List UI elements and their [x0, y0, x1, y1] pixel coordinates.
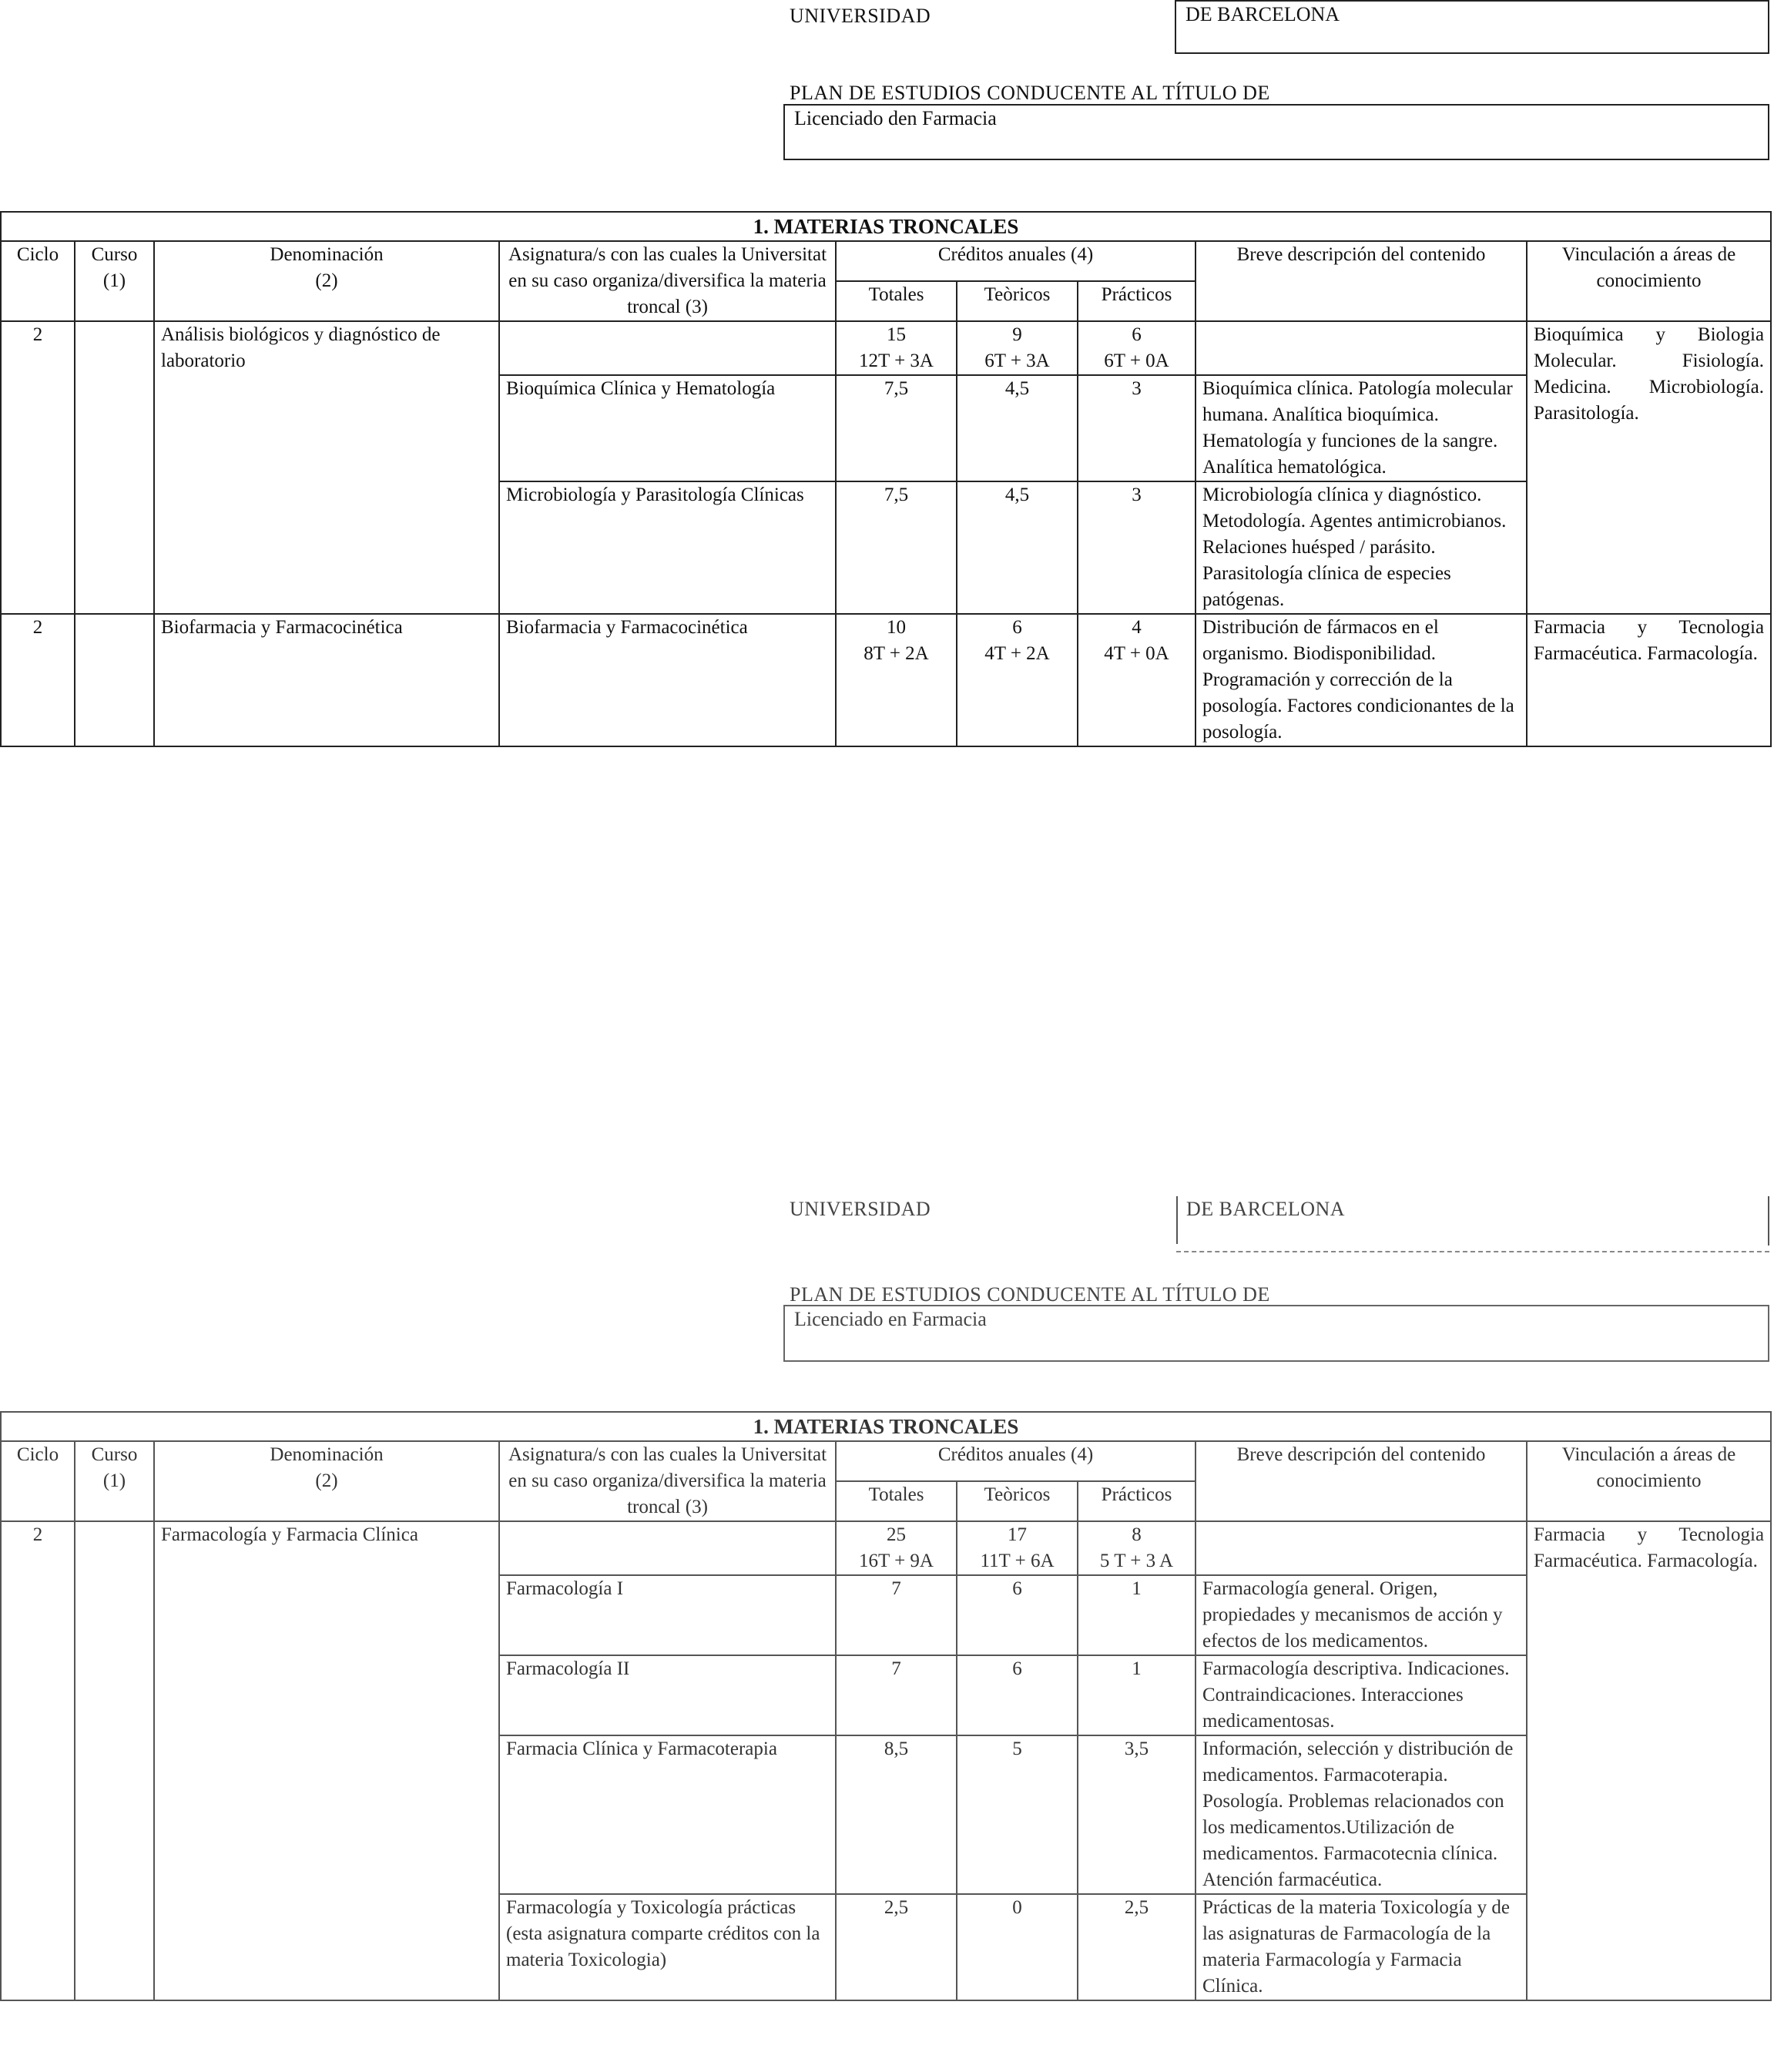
header-practicos: Prácticos	[1078, 1481, 1196, 1521]
header-descripcion: Breve descripción del contenido	[1196, 1441, 1527, 1521]
table-row	[1, 614, 1771, 746]
practicos-cell: 2,5	[1078, 1894, 1196, 2000]
practicos-value: 8	[1132, 1524, 1142, 1545]
asignatura-cell: Farmacología I	[499, 1575, 836, 1655]
vinculacion-cell: Farmacia y Tecnologia Farmacéutica. Farmacología.	[1527, 614, 1771, 746]
titulo-value: Licenciado en Farmacia	[783, 1305, 1769, 1362]
universidad-value: DE BARCELONA	[1186, 1198, 1346, 1220]
practicos-breakdown: 6T + 0A	[1104, 350, 1169, 371]
asignatura-cell: Biofarmacia y Farmacocinética	[499, 614, 836, 746]
practicos-cell: 1	[1078, 1655, 1196, 1735]
header-denominacion	[154, 1441, 499, 1521]
materias-troncales-table	[0, 211, 1772, 747]
practicos-cell: 3	[1078, 375, 1196, 481]
universidad-label: UNIVERSIDAD	[790, 5, 931, 27]
universidad-label: UNIVERSIDAD	[790, 1198, 931, 1220]
header-denominacion-note: (2)	[315, 270, 338, 291]
header-ciclo	[1, 1441, 75, 1521]
totales-cell: 2,5	[836, 1894, 957, 2000]
totales-cell	[836, 614, 957, 746]
teoricos-cell	[957, 614, 1078, 746]
teoricos-cell	[957, 1521, 1078, 1575]
box-right-line	[1768, 1196, 1769, 1246]
box-bottom-line	[1176, 1251, 1769, 1252]
descripcion-cell: Farmacología descriptiva. Indicaciones. Contraindicaciones. Interacciones medicamentosas.	[1196, 1655, 1527, 1735]
practicos-cell: 3	[1078, 481, 1196, 614]
header-creditos: Créditos anuales (4)	[836, 241, 1196, 281]
universidad-value: DE BARCELONA	[1175, 0, 1769, 54]
header-teoricos: Teòricos	[957, 1481, 1078, 1521]
table-row	[1, 321, 1771, 375]
header-totales: Totales	[836, 281, 957, 321]
teoricos-breakdown: 6T + 3A	[984, 350, 1050, 371]
descripcion-cell: Información, selección y distribución de medicamentos. Farmacoterapia. Posología. Problemas relacionados con los medicamentos.Utilización de medicamentos. Farmacotecnia clínica. Atención farmacéutica.	[1196, 1735, 1527, 1894]
plan-label: PLAN DE ESTUDIOS CONDUCENTE AL TÍTULO DE	[790, 1283, 1270, 1306]
descripcion-cell: Farmacología general. Origen, propiedades y mecanismos de acción y efectos de los medicamentos.	[1196, 1575, 1527, 1655]
header-ciclo	[1, 241, 75, 321]
materias-troncales-table	[0, 1411, 1772, 2001]
totales-breakdown: 12T + 3A	[859, 350, 934, 371]
header-curso	[75, 1441, 154, 1521]
header-denominacion-note: (2)	[315, 1470, 338, 1491]
header-asignatura: Asignatura/s con las cuales la Universitat en su caso organiza/diversifica la materia troncal (3)	[499, 241, 836, 321]
practicos-value: 4	[1132, 617, 1142, 638]
teoricos-breakdown: 11T + 6A	[980, 1551, 1055, 1571]
denominacion-cell: Farmacología y Farmacia Clínica	[154, 1521, 499, 2000]
totales-breakdown: 8T + 2A	[864, 643, 929, 664]
descripcion-cell: Microbiología clínica y diagnóstico. Metodología. Agentes antimicrobianos. Relaciones huésped / parásito. Parasitología clínica de especies patógenas.	[1196, 481, 1527, 614]
denominacion-cell: Biofarmacia y Farmacocinética	[154, 614, 499, 746]
header-teoricos: Teòricos	[957, 281, 1078, 321]
teoricos-cell: 6	[957, 1575, 1078, 1655]
totales-cell	[836, 321, 957, 375]
curso-cell	[75, 614, 154, 746]
practicos-breakdown: 4T + 0A	[1104, 643, 1169, 664]
descripcion-cell	[1196, 1521, 1527, 1575]
header-denominacion-label: Denominación	[270, 1444, 384, 1465]
teoricos-cell: 4,5	[957, 481, 1078, 614]
header-denominacion-label: Denominación	[270, 244, 384, 265]
teoricos-cell: 0	[957, 1894, 1078, 2000]
ciclo-cell: 2	[1, 321, 75, 614]
practicos-cell: 3,5	[1078, 1735, 1196, 1894]
totales-cell: 7	[836, 1655, 957, 1735]
header-curso-note: (1)	[102, 270, 126, 291]
header-denominacion	[154, 241, 499, 321]
header-row-1	[1, 1441, 1771, 1481]
teoricos-value: 6	[1012, 617, 1022, 638]
teoricos-breakdown: 4T + 2A	[984, 643, 1050, 664]
totales-value: 10	[887, 617, 906, 638]
header-vinculacion: Vinculación a áreas de conocimiento	[1527, 241, 1771, 321]
header-curso-label: Curso	[91, 244, 138, 265]
practicos-cell	[1078, 614, 1196, 746]
table-title-row	[1, 212, 1771, 241]
vinculacion-cell: Farmacia y Tecnologia Farmacéutica. Farmacología.	[1527, 1521, 1771, 2000]
practicos-value: 6	[1132, 324, 1142, 345]
vinculacion-cell: Bioquímica y Biologia Molecular. Fisiología. Medicina. Microbiología. Parasitología.	[1527, 321, 1771, 614]
table-row	[1, 1521, 1771, 1575]
descripcion-cell	[1196, 321, 1527, 375]
practicos-cell	[1078, 321, 1196, 375]
table-title: 1. MATERIAS TRONCALES	[1, 212, 1771, 241]
teoricos-cell: 6	[957, 1655, 1078, 1735]
totales-cell	[836, 1521, 957, 1575]
totales-cell: 8,5	[836, 1735, 957, 1894]
asignatura-cell: Bioquímica Clínica y Hematología	[499, 375, 836, 481]
asignatura-cell: Farmacología II	[499, 1655, 836, 1735]
table-title-row	[1, 1412, 1771, 1441]
header-row-1	[1, 241, 1771, 281]
totales-cell: 7,5	[836, 481, 957, 614]
header-vinculacion: Vinculación a áreas de conocimiento	[1527, 1441, 1771, 1521]
header-curso	[75, 241, 154, 321]
titulo-value: Licenciado den Farmacia	[783, 104, 1769, 160]
box-divider	[1176, 1196, 1178, 1244]
header-ciclo-label: Ciclo	[16, 244, 59, 265]
asignatura-cell: Farmacología y Toxicología prácticas (esta asignatura comparte créditos con la materia Toxicologia)	[499, 1894, 836, 2000]
header-totales: Totales	[836, 1481, 957, 1521]
header-creditos: Créditos anuales (4)	[836, 1441, 1196, 1481]
descripcion-cell: Prácticas de la materia Toxicología y de las asignaturas de Farmacología de la materia Farmacología y Farmacia Clínica.	[1196, 1894, 1527, 2000]
totales-value: 15	[887, 324, 906, 345]
totales-value: 25	[887, 1524, 906, 1545]
teoricos-value: 9	[1012, 324, 1022, 345]
header-ciclo-label: Ciclo	[16, 1444, 59, 1465]
teoricos-cell: 5	[957, 1735, 1078, 1894]
header-practicos: Prácticos	[1078, 281, 1196, 321]
header-curso-note: (1)	[102, 1470, 126, 1491]
totales-cell: 7	[836, 1575, 957, 1655]
practicos-breakdown: 5 T + 3 A	[1099, 1551, 1174, 1571]
ciclo-cell: 2	[1, 614, 75, 746]
asignatura-cell	[499, 1521, 836, 1575]
asignatura-cell	[499, 321, 836, 375]
asignatura-cell: Microbiología y Parasitología Clínicas	[499, 481, 836, 614]
totales-cell: 7,5	[836, 375, 957, 481]
header-curso-label: Curso	[91, 1444, 138, 1465]
denominacion-cell: Análisis biológicos y diagnóstico de laboratorio	[154, 321, 499, 614]
table-title: 1. MATERIAS TRONCALES	[1, 1412, 1771, 1441]
ciclo-cell: 2	[1, 1521, 75, 2000]
practicos-cell: 1	[1078, 1575, 1196, 1655]
practicos-cell	[1078, 1521, 1196, 1575]
totales-breakdown: 16T + 9A	[859, 1551, 934, 1571]
header-asignatura: Asignatura/s con las cuales la Universitat en su caso organiza/diversifica la materia troncal (3)	[499, 1441, 836, 1521]
asignatura-cell: Farmacia Clínica y Farmacoterapia	[499, 1735, 836, 1894]
descripcion-cell: Bioquímica clínica. Patología molecular humana. Analítica bioquímica. Hematología y funciones de la sangre. Analítica hematológica.	[1196, 375, 1527, 481]
curso-cell	[75, 1521, 154, 2000]
teoricos-cell: 4,5	[957, 375, 1078, 481]
curso-cell	[75, 321, 154, 614]
header-descripcion: Breve descripción del contenido	[1196, 241, 1527, 321]
teoricos-value: 17	[1008, 1524, 1027, 1545]
teoricos-cell	[957, 321, 1078, 375]
descripcion-cell: Distribución de fármacos en el organismo. Biodisponibilidad. Programación y corrección de la posología. Factores condicionantes de la posología.	[1196, 614, 1527, 746]
plan-label: PLAN DE ESTUDIOS CONDUCENTE AL TÍTULO DE	[790, 82, 1270, 104]
